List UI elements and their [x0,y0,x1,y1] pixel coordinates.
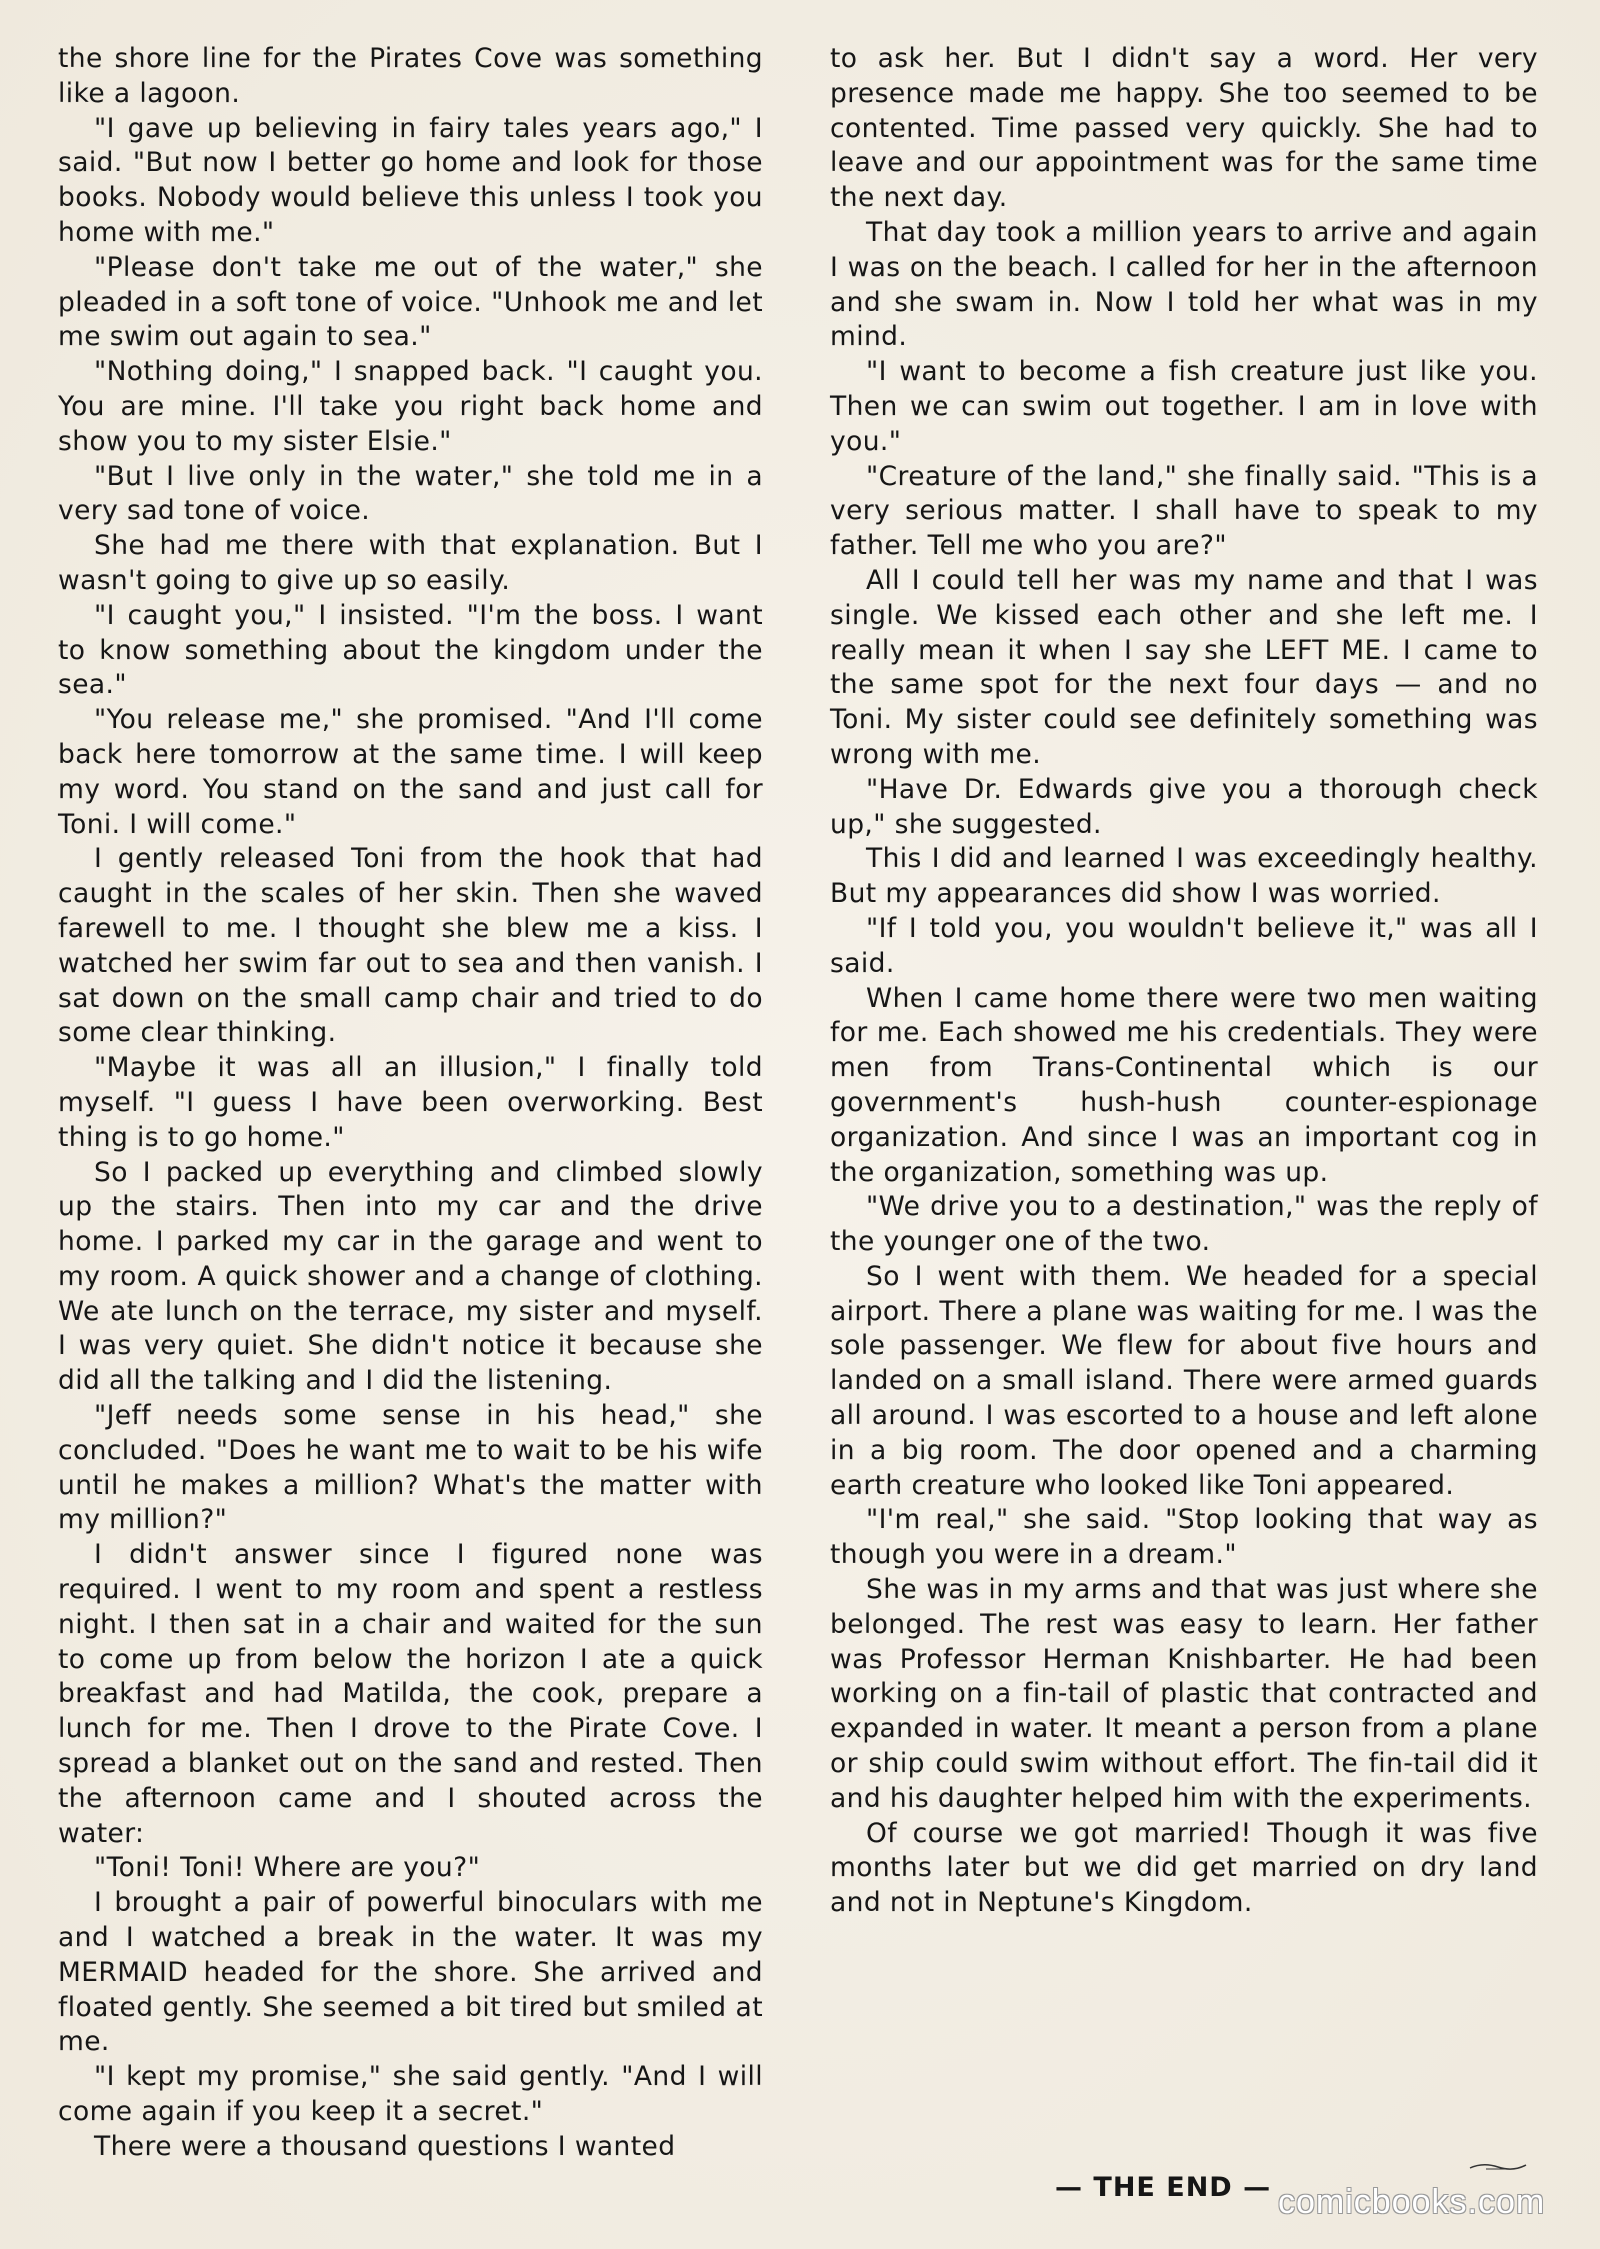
paragraph: I didn't answer since I figured none was required. I went to my room and spent a restless night. I then sat in a chair and waited for the sun to come up from below the horizon I ate a quick breakfast and had Matilda, the cook, prepare a lunch for me. Then I drove to the Pirate Cove. I spread a blanket out on the sand and rested. Then the afternoon came and I shouted across the water: [58,1539,763,1849]
paragraph: "Please don't take me out of the water," she pleaded in a soft tone of voice. "Unhook me and let me swim out again to sea." [58,251,763,353]
watermark: comicbooks.com [1278,2183,1546,2221]
paragraph: This I did and learned I was exceedingly healthy. But my appearances did show I was worried. [830,843,1538,910]
paragraph: "I'm real," she said. "Stop looking that way as though you were in a dream." [830,1504,1538,1571]
paragraph: "Creature of the land," she finally said. "This is a very serious matter. I shall have to speak to my father. Tell me who you are?" [830,460,1538,562]
paragraph: I gently released Toni from the hook that had caught in the scales of her skin. Then she waved farewell to me. I thought she blew me a kiss. I watched her swim far out to sea and then vanish. I sat down on the small camp chair and tried to do some clear thinking. [58,843,763,1049]
paragraph: "We drive you to a destination," was the reply of the younger one of the two. [830,1191,1538,1258]
the-end-label: — THE END — [1055,2172,1272,2203]
paragraph: "Maybe it was all an illusion," I finally told myself. "I guess I have been overworking. Best thing is to go home." [58,1052,763,1153]
right-column [830,42,1538,1921]
end-flourish-icon [1468,2158,1528,2172]
paragraph: All I could tell her was my name and that I was single. We kissed each other and she left me. I really mean it when I say she LEFT ME. I came to the same spot for the next four days — and no Toni. My sister could see definitely something was wrong with me. [830,564,1538,770]
paragraph: She was in my arms and that was just where she belonged. The rest was easy to learn. Her father was Professor Herman Knishbarter. He had been working on a fin-tail of plastic that contracted and expanded in water. It meant a person from a plane or ship could swim without effort. The fin-tail did it and his daughter helped him with the experiments. [830,1574,1538,1814]
paragraph: "I kept my promise," she said gently. "And I will come again if you keep it a secret." [58,2061,763,2128]
paragraph: "Have Dr. Edwards give you a thorough check up," she suggested. [830,773,1538,840]
paragraph: "Toni! Toni! Where are you?" [94,1852,481,1884]
paragraph: So I went with them. We headed for a special airport. There a plane was waiting for me. I was the sole passenger. We flew for about five hours and landed on a small island. There were armed guards all around. I was escorted to a house and left alone in a big room. The door opened and a charming earth creature who looked like Toni appeared. [830,1260,1538,1501]
paragraph: I brought a pair of powerful binoculars with me and I watched a break in the water. It was my MERMAID headed for the shore. She arrived and floated gently. She seemed a bit tired but smiled at me. [58,1887,763,2058]
paragraph: She had me there with that explanation. But I wasn't going to give up so easily. [58,530,763,596]
paragraph: That day took a million years to arrive and again I was on the beach. I called for her in the afternoon and she swam in. Now I told her what was in my mind. [830,216,1538,353]
paragraph: There were a thousand questions I wanted [94,2130,676,2162]
paragraph: So I packed up everything and climbed slowly up the stairs. Then into my car and the drive home. I parked my car in the garage and went to my room. A quick shower and a change of clothing. We ate lunch on the terrace, my sister and myself. I was very quiet. She didn't notice it because she did all the talking and I did the listening. [58,1156,763,1397]
paragraph: "Jeff needs some sense in his head," she concluded. "Does he want me to wait to be his wife until he makes a million? What's the matter with my million?" [58,1400,763,1536]
paragraph: to ask her. But I didn't say a word. Her very presence made me happy. She too seemed to be contented. Time passed very quickly. She had to leave and our appointment was for the same time the next day. [830,43,1538,214]
left-column [58,42,763,2165]
paragraph: "Nothing doing," I snapped back. "I caught you. You are mine. I'll take you right back home and show you to my sister Elsie." [58,356,763,457]
paragraph: When I came home there were two men waiting for me. Each showed me his credentials. They were men from Trans-Continental which is our government's hush-hush counter-espionage organization. And since I was an important cog in the organization, something was up. [830,982,1538,1188]
paragraph: "I want to become a fish creature just like you. Then we can swim out together. I am in love with you." [830,356,1538,457]
paragraph: Of course we got married! Though it was five months later but we did get married on dry land and not in Neptune's Kingdom. [830,1817,1538,1919]
paragraph: the shore line for the Pirates Cove was something like a lagoon. [58,43,763,109]
paragraph: "I caught you," I insisted. "I'm the boss. I want to know something about the kingdom under the sea." [58,599,763,701]
paragraph: "But I live only in the water," she told me in a very sad tone of voice. [58,460,763,527]
paragraph: "If I told you, you wouldn't believe it," was all I said. [830,912,1538,979]
paragraph: "I gave up believing in fairy tales years ago," I said. "But now I better go home and look for those books. Nobody would believe this unless I took you home with me." [58,112,763,248]
paragraph: "You release me," she promised. "And I'll come back here tomorrow at the same time. I will keep my word. You stand on the sand and just call for Toni. I will come." [58,704,763,840]
